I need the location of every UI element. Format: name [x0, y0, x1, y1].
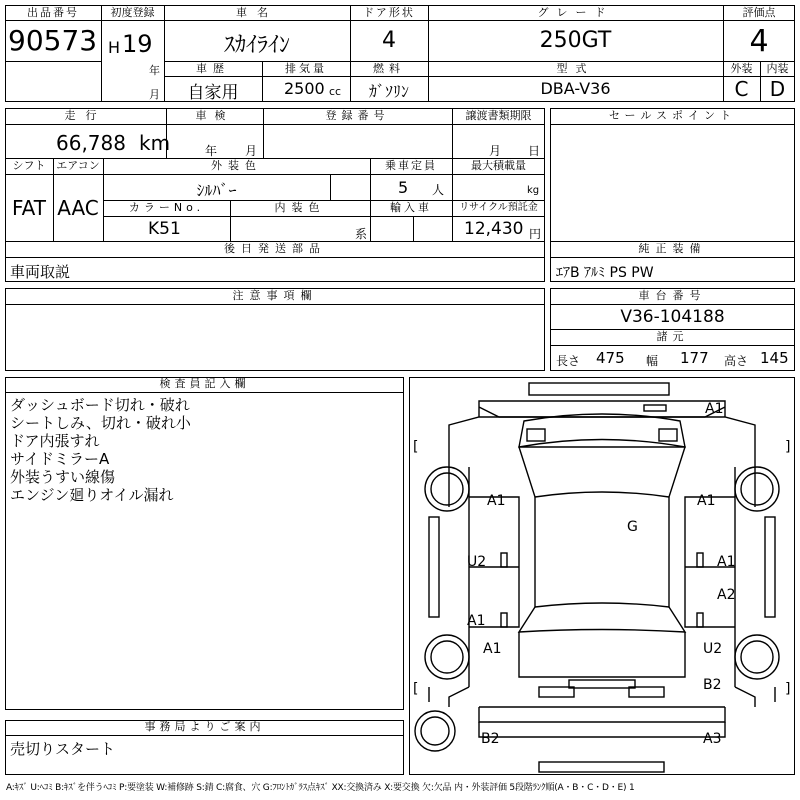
damage-mark: B2	[703, 677, 722, 693]
height-value: 145	[760, 349, 789, 367]
inspection-month-unit: 月	[245, 144, 258, 158]
displacement-unit: cc	[329, 85, 342, 98]
displacement-header: 排気量	[285, 62, 327, 75]
later-parts-value: 車両取説	[10, 263, 71, 281]
damage-mark: A1	[483, 641, 502, 657]
transfer-month-unit: 月	[489, 144, 502, 158]
width-value: 177	[680, 349, 709, 367]
fuel-value: ｶﾞｿﾘﾝ	[368, 82, 409, 101]
inspector-notes-list	[10, 396, 191, 504]
bracket-left-top: [	[413, 439, 419, 455]
damage-mark: G	[627, 519, 638, 535]
color-no-header: カラーNo.	[128, 201, 205, 214]
sales-point-header: セールスポイント	[608, 109, 736, 122]
exterior-score: C	[734, 77, 749, 101]
exterior-color-header: 外装色	[211, 159, 262, 172]
lot-number: 90573	[8, 24, 98, 57]
capacity-value: 5	[398, 178, 409, 197]
fuel-header: 燃料	[373, 62, 405, 75]
registration-no-header: 登録番号	[325, 109, 390, 122]
genuine-equipment-value: ｴｱB ｱﾙﾐ PS PW	[556, 265, 654, 281]
score-header: 評価点	[742, 6, 776, 19]
damage-mark: A3	[703, 731, 722, 747]
note-line: サイドミラーA	[10, 450, 110, 468]
damage-mark: A1	[487, 493, 506, 509]
mileage-unit: km	[139, 131, 171, 155]
bracket-right-top: ]	[785, 439, 791, 455]
door-header: ドア形状	[363, 6, 415, 19]
mileage-header: 走行	[64, 109, 107, 122]
max-load-header: 最大積載量	[471, 159, 526, 172]
aircon-value: AAC	[57, 196, 99, 220]
interior-color-unit: 系	[355, 227, 368, 241]
damage-mark: A1	[717, 554, 736, 570]
color-no-value: K51	[148, 219, 181, 239]
history-header: 車歴	[196, 62, 230, 75]
damage-mark: A2	[717, 587, 736, 603]
note-line: 外装うすい線傷	[10, 468, 116, 486]
max-load-unit: kg	[527, 185, 540, 196]
chassis-header: 車台番号	[638, 289, 707, 302]
length-label: 長さ	[556, 354, 581, 368]
inspector-notes-header: 検査員記入欄	[159, 377, 250, 390]
note-line: ドア内張すれ	[10, 432, 100, 450]
recycle-header: リサイクル預託金	[459, 202, 538, 213]
score-value: 4	[749, 24, 769, 59]
recycle-unit: 円	[529, 227, 542, 241]
registration-era: H	[108, 38, 121, 57]
caution-header: 注意事項欄	[232, 289, 318, 302]
car-name: ｽｶｲﾗｲﾝ	[223, 33, 290, 58]
legend-text: A:ｷｽﾞ U:ﾍｺﾐ B:ｷｽﾞを伴うﾍｺﾐ P:要塗装 W:補修跡 S:錆 C:腐食、穴 G:ﾌﾛﾝﾄｶﾞﾗｽ点ｷｽﾞ XX:交換済み X:要交換 欠:欠品 内・外装評価 5段階ﾗﾝｸ順(A・B・C・D・E) 1	[6, 783, 635, 793]
office-note-value: 売切りスタート	[10, 740, 116, 758]
exterior-color-value: ｼﾙﾊﾞｰ	[196, 181, 237, 200]
width-label: 幅	[646, 354, 659, 368]
chassis-value: V36-104188	[620, 307, 725, 327]
transfer-deadline-header: 譲渡書類期限	[465, 109, 532, 122]
mileage-value: 66,788	[56, 131, 126, 155]
height-label: 高さ	[724, 354, 749, 368]
registration-year: 19	[122, 30, 153, 58]
history-value: 自家用	[187, 83, 239, 103]
lot-header: 出品番号	[27, 6, 79, 19]
note-line: ダッシュボード切れ・破れ	[10, 396, 190, 414]
car-name-header: 車名	[236, 6, 278, 19]
displacement-value: 2500	[284, 79, 325, 98]
damage-mark: A1	[697, 493, 716, 509]
shift-header: シフト	[12, 159, 46, 172]
capacity-header: 乗車定員	[385, 159, 437, 172]
note-line: エンジン廻りオイル漏れ	[10, 486, 174, 504]
month-unit: 月	[149, 88, 160, 101]
car-diagram	[409, 377, 795, 775]
inspection-year-unit: 年	[205, 144, 218, 158]
year-unit: 年	[149, 64, 160, 77]
transfer-day-unit: 日	[528, 144, 541, 158]
interior-score-header: 内装	[766, 62, 789, 75]
genuine-equipment-header: 純正装備	[638, 242, 707, 255]
damage-mark: A1	[467, 613, 486, 629]
grade-header: グレード	[537, 6, 614, 19]
door-value: 4	[382, 28, 396, 53]
bracket-right-bottom: ]	[785, 681, 791, 697]
model-header: 型式	[556, 62, 595, 75]
length-value: 475	[596, 349, 625, 367]
office-note-header: 事務局よりご案内	[144, 720, 265, 733]
inspection-header: 車検	[195, 109, 234, 122]
later-parts-header: 後日発送部品	[224, 242, 326, 255]
note-line: シートしみ、切れ・破れ小	[10, 414, 191, 432]
bracket-left-bottom: [	[413, 681, 419, 697]
first-registration-header: 初度登録	[110, 6, 155, 19]
exterior-score-header: 外装	[730, 62, 753, 75]
capacity-unit: 人	[432, 183, 445, 197]
aircon-header: エアコン	[56, 159, 100, 172]
interior-color-header: 内装色	[274, 201, 326, 214]
shift-value: FAT	[11, 196, 46, 220]
grade-value: 250GT	[539, 28, 612, 53]
dimensions-header: 諸元	[656, 330, 689, 343]
damage-mark: A1	[705, 401, 724, 417]
damage-mark: U2	[703, 641, 723, 657]
model-value: DBA-V36	[540, 79, 611, 98]
damage-mark: U2	[467, 554, 487, 570]
recycle-value: 12,430	[464, 219, 524, 239]
interior-score: D	[769, 77, 786, 101]
import-header: 輸入車	[390, 201, 432, 214]
damage-mark: B2	[481, 731, 500, 747]
